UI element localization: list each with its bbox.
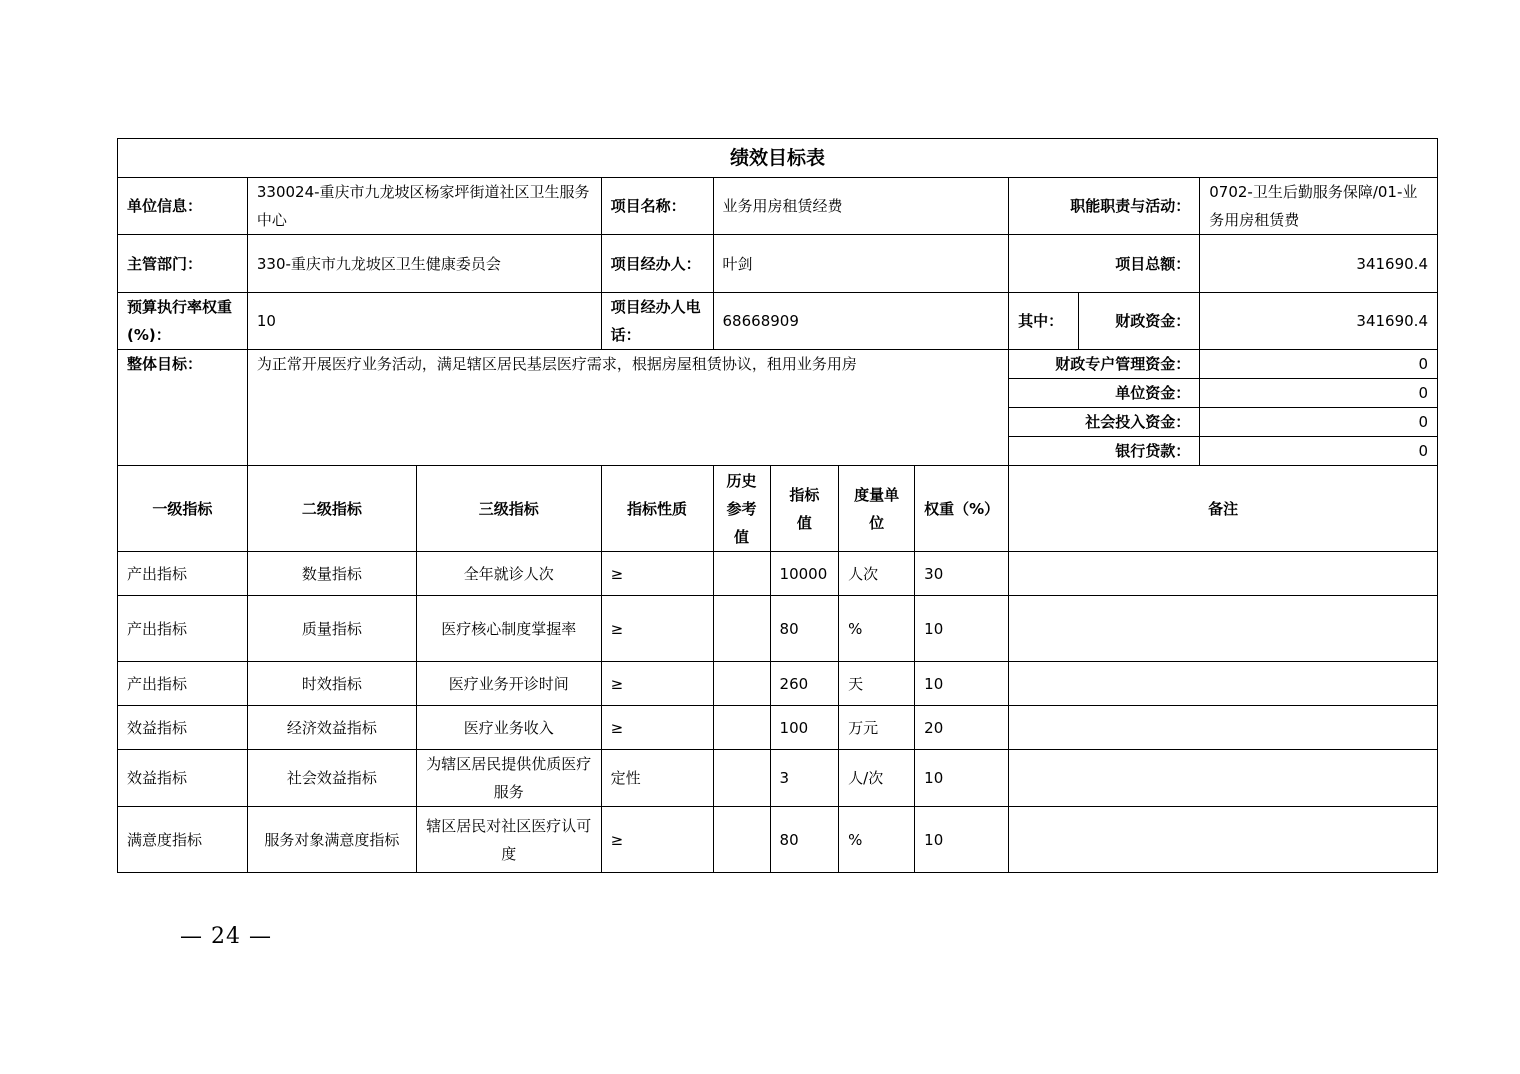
header-level3: 三级指标 (416, 466, 601, 552)
table-row (118, 552, 1438, 596)
note-cell (1009, 750, 1438, 807)
project-total-value: 341690.4 (1200, 235, 1438, 293)
level1-cell: 产出指标 (118, 596, 248, 662)
table-title: 绩效目标表 (118, 139, 1438, 178)
unit-cell: 人/次 (839, 750, 915, 807)
weight-cell: 10 (915, 807, 1009, 873)
of-which-label: 其中： (1009, 293, 1079, 350)
unit-cell: % (839, 596, 915, 662)
project-name-label: 项目名称： (601, 178, 713, 235)
function-activity-label: 职能职责与活动： (1009, 178, 1200, 235)
special-account-fund-value: 0 (1200, 350, 1438, 379)
nature-cell: ≥ (601, 596, 713, 662)
table-row (118, 750, 1438, 807)
history-cell (713, 552, 770, 596)
header-history: 历史参考值 (713, 466, 770, 552)
bank-loan-label: 银行贷款： (1009, 437, 1200, 466)
level1-cell: 效益指标 (118, 750, 248, 807)
unit-cell: % (839, 807, 915, 873)
special-account-fund-label: 财政专户管理资金： (1009, 350, 1200, 379)
unit-fund-value: 0 (1200, 379, 1438, 408)
nature-cell: 定性 (601, 750, 713, 807)
function-activity-value: 0702-卫生后勤服务保障/01-业务用房租赁费 (1200, 178, 1438, 235)
unit-cell: 天 (839, 662, 915, 706)
level1-cell: 满意度指标 (118, 807, 248, 873)
level2-cell: 质量指标 (247, 596, 416, 662)
project-manager-value: 叶剑 (713, 235, 1009, 293)
project-total-label: 项目总额： (1009, 235, 1200, 293)
value-cell: 80 (770, 596, 839, 662)
level3-cell: 医疗核心制度掌握率 (416, 596, 601, 662)
unit-cell: 万元 (839, 706, 915, 750)
level2-cell: 经济效益指标 (247, 706, 416, 750)
indicator-header-row (118, 466, 1438, 552)
note-cell (1009, 552, 1438, 596)
level3-cell: 辖区居民对社区医疗认可度 (416, 807, 601, 873)
social-investment-label: 社会投入资金： (1009, 408, 1200, 437)
nature-cell: ≥ (601, 807, 713, 873)
overall-goal-value: 为正常开展医疗业务活动，满足辖区居民基层医疗需求，根据房屋租赁协议，租用业务用房 (247, 350, 1008, 466)
header-weight: 权重（%） (915, 466, 1009, 552)
performance-target-table (117, 138, 1438, 873)
table-row (118, 662, 1438, 706)
history-cell (713, 750, 770, 807)
header-target-value: 指标值 (770, 466, 839, 552)
bank-loan-value: 0 (1200, 437, 1438, 466)
overall-goal-label: 整体目标： (118, 350, 248, 466)
fiscal-fund-value: 341690.4 (1200, 293, 1438, 350)
history-cell (713, 807, 770, 873)
level3-cell: 医疗业务收入 (416, 706, 601, 750)
history-cell (713, 662, 770, 706)
social-investment-value: 0 (1200, 408, 1438, 437)
table-row (118, 596, 1438, 662)
weight-cell: 30 (915, 552, 1009, 596)
project-manager-label: 项目经办人： (601, 235, 713, 293)
table-row (118, 706, 1438, 750)
level2-cell: 社会效益指标 (247, 750, 416, 807)
nature-cell: ≥ (601, 706, 713, 750)
value-cell: 3 (770, 750, 839, 807)
manager-phone-value: 68668909 (713, 293, 1009, 350)
level2-cell: 服务对象满意度指标 (247, 807, 416, 873)
page-number: — 24 — (180, 924, 272, 949)
note-cell (1009, 596, 1438, 662)
department-value: 330-重庆市九龙坡区卫生健康委员会 (247, 235, 601, 293)
note-cell (1009, 706, 1438, 750)
weight-cell: 20 (915, 706, 1009, 750)
header-note: 备注 (1009, 466, 1438, 552)
note-cell (1009, 807, 1438, 873)
project-name-value: 业务用房租赁经费 (713, 178, 1009, 235)
value-cell: 10000 (770, 552, 839, 596)
level2-cell: 数量指标 (247, 552, 416, 596)
budget-rate-label: 预算执行率权重(%)： (118, 293, 248, 350)
fiscal-fund-label: 财政资金： (1078, 293, 1199, 350)
unit-cell: 人次 (839, 552, 915, 596)
unit-info-label: 单位信息： (118, 178, 248, 235)
budget-rate-value: 10 (247, 293, 601, 350)
weight-cell: 10 (915, 750, 1009, 807)
table-row (118, 807, 1438, 873)
level1-cell: 产出指标 (118, 552, 248, 596)
nature-cell: ≥ (601, 662, 713, 706)
unit-fund-label: 单位资金： (1009, 379, 1200, 408)
level3-cell: 全年就诊人次 (416, 552, 601, 596)
unit-info-value: 330024-重庆市九龙坡区杨家坪街道社区卫生服务中心 (247, 178, 601, 235)
value-cell: 260 (770, 662, 839, 706)
header-level2: 二级指标 (247, 466, 416, 552)
level1-cell: 效益指标 (118, 706, 248, 750)
value-cell: 100 (770, 706, 839, 750)
value-cell: 80 (770, 807, 839, 873)
level3-cell: 为辖区居民提供优质医疗服务 (416, 750, 601, 807)
nature-cell: ≥ (601, 552, 713, 596)
header-nature: 指标性质 (601, 466, 713, 552)
department-label: 主管部门： (118, 235, 248, 293)
level1-cell: 产出指标 (118, 662, 248, 706)
weight-cell: 10 (915, 596, 1009, 662)
history-cell (713, 706, 770, 750)
header-level1: 一级指标 (118, 466, 248, 552)
header-unit: 度量单位 (839, 466, 915, 552)
level2-cell: 时效指标 (247, 662, 416, 706)
weight-cell: 10 (915, 662, 1009, 706)
history-cell (713, 596, 770, 662)
manager-phone-label: 项目经办人电话： (601, 293, 713, 350)
level3-cell: 医疗业务开诊时间 (416, 662, 601, 706)
note-cell (1009, 662, 1438, 706)
